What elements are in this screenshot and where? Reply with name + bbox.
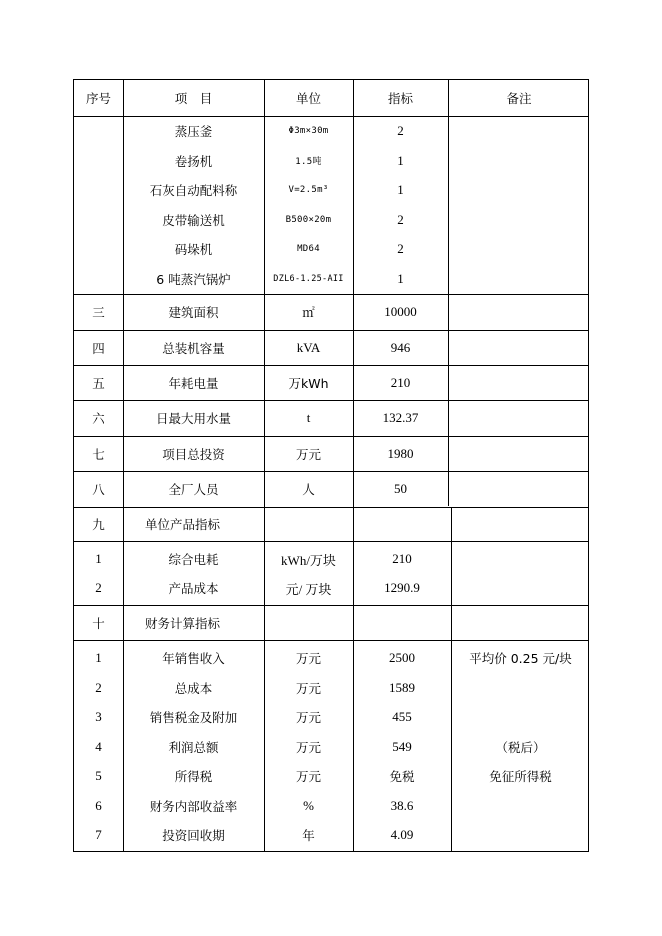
summary-unit: 万元 — [295, 446, 321, 462]
finance-item: 利润总额 — [168, 739, 219, 755]
equipment-value: 1 — [397, 271, 404, 286]
section-no: 九 — [92, 517, 105, 532]
summary-item: 日最大用水量 — [155, 411, 231, 426]
equipment-item: 皮带输送机 — [162, 212, 225, 228]
finance-no: 5 — [95, 768, 102, 783]
header-unit: 单位 — [295, 91, 321, 106]
finance-note: 免征所得税 — [489, 769, 552, 784]
finance-no: 4 — [95, 738, 102, 754]
section-no: 十 — [92, 615, 105, 631]
equipment-unit: DZL6-1.25-AII — [273, 274, 344, 284]
indicator-item: 综合电耗 — [168, 552, 219, 567]
equipment-item: 蒸压釜 — [174, 124, 213, 139]
finance-item: 投资回收期 — [162, 828, 225, 843]
indicator-value: 1290.9 — [384, 580, 420, 595]
finance-item: 财务内部收益率 — [149, 798, 238, 814]
summary-value: 946 — [390, 339, 411, 355]
finance-value: 2500 — [389, 650, 415, 665]
summary-no: 七 — [92, 446, 105, 462]
finance-value: 1589 — [389, 679, 415, 695]
indicator-table — [73, 79, 589, 852]
summary-value: 210 — [390, 374, 411, 390]
summary-no: 三 — [92, 305, 105, 320]
equipment-value: 2 — [397, 123, 404, 138]
finance-note — [451, 791, 590, 820]
summary-unit: t — [306, 410, 311, 425]
finance-note — [451, 702, 590, 732]
summary-value: 10000 — [384, 304, 417, 319]
indicator-unit: kWh/万块 — [281, 552, 336, 568]
summary-unit: ㎡ — [302, 305, 315, 320]
equipment-unit: 1.5吨 — [295, 157, 322, 167]
finance-unit: 万元 — [295, 680, 321, 696]
equipment-value: 1 — [397, 182, 404, 197]
finance-no: 1 — [95, 650, 102, 665]
equipment-unit: MD64 — [297, 244, 320, 254]
summary-no: 四 — [92, 340, 105, 356]
row-divider — [74, 541, 588, 542]
summary-item: 全厂人员 — [168, 482, 219, 497]
equipment-item: 6 吨蒸汽锅炉 — [156, 272, 231, 287]
indicator-value: 210 — [392, 551, 412, 566]
finance-item: 所得税 — [174, 769, 213, 784]
equipment-value: 2 — [397, 211, 404, 227]
row-divider — [74, 640, 588, 641]
section-title: 单位产品指标 — [145, 517, 221, 532]
finance-item: 销售税金及附加 — [149, 710, 238, 725]
summary-item: 建筑面积 — [168, 305, 219, 320]
indicator-no: 2 — [95, 580, 102, 595]
finance-no: 3 — [95, 709, 102, 724]
finance-item: 年销售收入 — [162, 651, 225, 666]
finance-unit: 万元 — [295, 739, 321, 755]
summary-item: 年耗电量 — [168, 375, 219, 391]
section-title: 财务计算指标 — [145, 615, 221, 631]
equipment-item: 码垛机 — [174, 242, 213, 257]
finance-unit: % — [303, 797, 314, 813]
summary-value: 1980 — [387, 445, 414, 461]
equipment-value: 1 — [397, 152, 404, 168]
finance-item: 总成本 — [174, 680, 213, 696]
finance-unit: 万元 — [295, 651, 321, 666]
equipment-unit: Φ3m×30m — [288, 126, 329, 136]
summary-item: 项目总投资 — [162, 446, 225, 462]
finance-unit: 年 — [302, 828, 315, 843]
equipment-item: 卷扬机 — [174, 153, 213, 169]
finance-note — [451, 820, 590, 850]
finance-no: 6 — [95, 797, 102, 813]
finance-note: （税后） — [495, 739, 546, 755]
finance-note: 平均价 0.25 元/块 — [469, 651, 572, 666]
equipment-unit: B500×20m — [285, 214, 332, 225]
finance-value: 4.09 — [390, 827, 414, 842]
summary-unit: 人 — [302, 482, 315, 497]
header-item: 项 目 — [174, 91, 213, 106]
header-note: 备注 — [506, 91, 532, 106]
header-seq: 序号 — [85, 91, 111, 106]
finance-unit: 万元 — [295, 769, 321, 784]
column-divider — [448, 80, 449, 506]
header-value: 指标 — [387, 91, 413, 106]
summary-unit: 万kWh — [288, 375, 329, 391]
indicator-item: 产品成本 — [168, 581, 219, 596]
equipment-unit: V=2.5m³ — [288, 185, 329, 195]
finance-value: 38.6 — [390, 797, 414, 813]
finance-note — [451, 673, 590, 702]
indicator-unit: 元/ 万块 — [285, 581, 332, 597]
summary-value: 50 — [394, 481, 407, 496]
equipment-item: 石灰自动配料称 — [149, 183, 238, 198]
finance-unit: 万元 — [295, 710, 321, 725]
finance-value: 免税 — [389, 769, 415, 784]
summary-value: 132.37 — [382, 410, 419, 425]
summary-no: 八 — [92, 482, 105, 497]
indicator-no: 1 — [95, 551, 102, 566]
finance-value: 549 — [392, 738, 412, 754]
summary-no: 六 — [92, 411, 105, 426]
summary-unit: kVA — [296, 339, 321, 355]
summary-no: 五 — [92, 375, 105, 391]
equipment-value: 2 — [397, 241, 404, 256]
summary-item: 总装机容量 — [162, 340, 225, 356]
finance-no: 7 — [95, 827, 102, 842]
finance-no: 2 — [95, 679, 102, 695]
finance-value: 455 — [392, 709, 412, 724]
